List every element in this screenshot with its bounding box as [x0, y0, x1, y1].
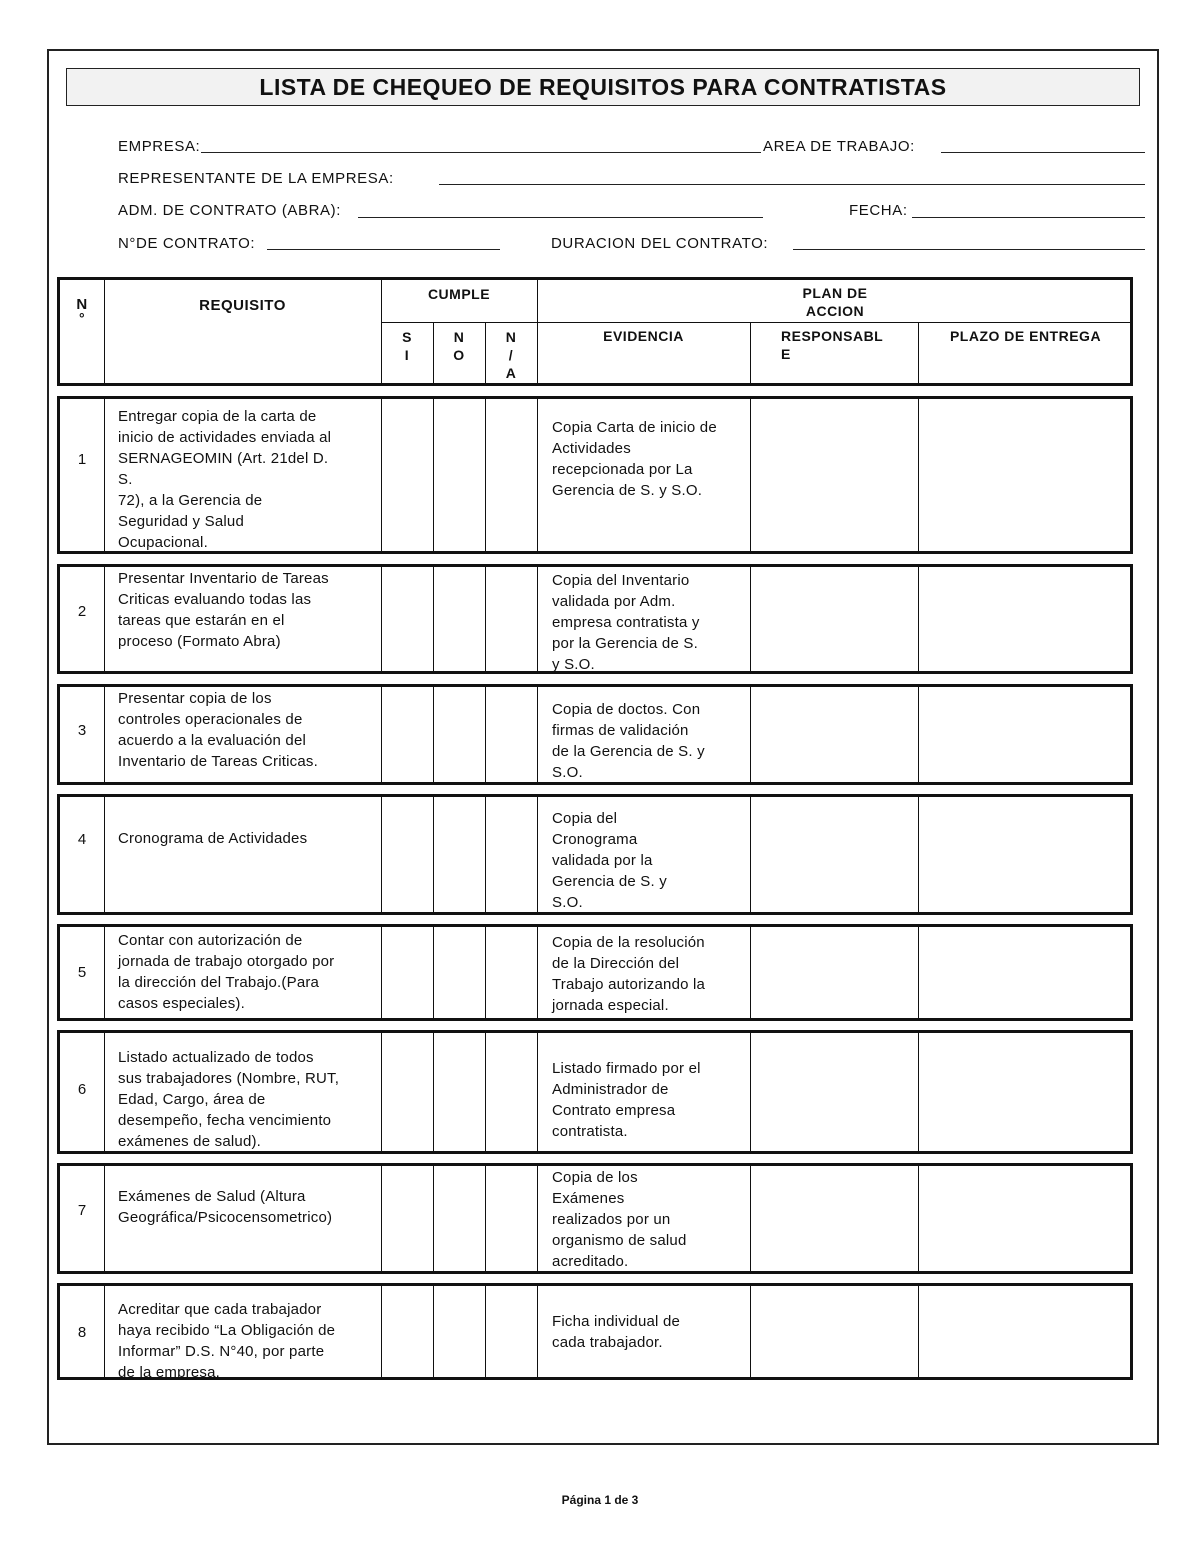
column-divider — [104, 567, 105, 671]
row-number: 6 — [77, 1081, 87, 1098]
no-checkbox[interactable] — [434, 399, 484, 551]
representante-field[interactable] — [439, 184, 1145, 185]
requisito-line: Presentar Inventario de Tareas — [118, 570, 329, 587]
si-checkbox[interactable] — [382, 567, 432, 671]
requisito-line: Inventario de Tareas Criticas. — [118, 753, 318, 770]
column-divider — [104, 399, 105, 551]
requisito-line: desempeño, fecha vencimiento — [118, 1112, 332, 1129]
responsable-cell[interactable] — [751, 1166, 917, 1271]
duracion-label: DURACION DEL CONTRATO: — [551, 235, 769, 252]
header-si-s: S — [402, 329, 412, 345]
column-divider — [537, 1286, 538, 1377]
requisito-line: controles operacionales de — [118, 711, 303, 728]
area-field[interactable] — [941, 152, 1145, 153]
evidencia-text — [552, 808, 748, 913]
column-divider — [537, 927, 538, 1018]
responsable-cell[interactable] — [751, 1286, 917, 1377]
responsable-cell[interactable] — [751, 797, 917, 912]
area-label: AREA DE TRABAJO: — [763, 138, 915, 155]
responsable-cell[interactable] — [751, 399, 917, 551]
evidencia-line: Copia de la resolución — [552, 934, 705, 951]
no-checkbox[interactable] — [434, 1033, 484, 1151]
na-checkbox[interactable] — [486, 1166, 536, 1271]
header-plazo: PLAZO DE ENTREGA — [949, 328, 1102, 344]
na-checkbox[interactable] — [486, 687, 536, 782]
responsable-cell[interactable] — [751, 567, 917, 671]
requisito-line: Presentar copia de los — [118, 690, 272, 707]
si-checkbox[interactable] — [382, 797, 432, 912]
requisito-line: Informar” D.S. N°40, por parte — [118, 1343, 325, 1360]
header-evidencia: EVIDENCIA — [603, 328, 684, 344]
evidencia-line: de la Gerencia de S. y — [552, 743, 705, 760]
evidencia-text — [552, 699, 748, 783]
no-checkbox[interactable] — [434, 567, 484, 671]
evidencia-line: Trabajo autorizando la — [552, 976, 706, 993]
evidencia-line: de la Dirección del — [552, 955, 680, 972]
fecha-label: FECHA: — [849, 202, 908, 219]
column-divider — [104, 687, 105, 782]
plazo-cell[interactable] — [919, 797, 1132, 912]
n-contrato-field[interactable] — [267, 249, 500, 250]
header-no-n: N — [453, 329, 465, 345]
requisito-line: Seguridad y Salud — [118, 513, 244, 530]
row-number: 3 — [77, 722, 87, 739]
evidencia-text — [552, 1058, 748, 1142]
plazo-cell[interactable] — [919, 1286, 1132, 1377]
evidencia-line: S.O. — [552, 764, 583, 781]
column-divider — [104, 1033, 105, 1151]
requisito-line: Criticas evaluando todas las — [118, 591, 312, 608]
requisito-line: SERNAGEOMIN (Art. 21del D. — [118, 450, 329, 467]
fecha-field[interactable] — [912, 217, 1145, 218]
table-row — [57, 684, 1133, 785]
requisito-line: Listado actualizado de todos — [118, 1049, 314, 1066]
adm-contrato-field[interactable] — [358, 217, 763, 218]
evidencia-line: Copia del — [552, 810, 618, 827]
row-number: 4 — [77, 831, 87, 848]
evidencia-line: S.O. — [552, 894, 583, 911]
row-number: 8 — [77, 1324, 87, 1341]
evidencia-line: jornada especial. — [552, 997, 669, 1014]
requisito-line: Cronograma de Actividades — [118, 830, 308, 847]
header-requisito: REQUISITO — [199, 297, 286, 314]
row-number: 5 — [77, 964, 87, 981]
header-cumple: CUMPLE — [427, 286, 491, 302]
header-no-o: O — [453, 347, 465, 363]
header-na-slash: / — [508, 347, 514, 363]
requisito-text — [118, 1186, 380, 1228]
requisito-line: Acreditar que cada trabajador — [118, 1301, 322, 1318]
requisito-line: 72), a la Gerencia de — [118, 492, 263, 509]
si-checkbox[interactable] — [382, 1286, 432, 1377]
evidencia-line: Cronograma — [552, 831, 638, 848]
header-no-degree: ° — [78, 310, 86, 326]
row-number: 7 — [77, 1202, 87, 1219]
requisito-line: acuerdo a la evaluación del — [118, 732, 307, 749]
page-footer: Página 1 de 3 — [561, 1493, 639, 1507]
row-number: 2 — [77, 603, 87, 620]
evidencia-line: empresa contratista y — [552, 614, 700, 631]
header-no: N — [76, 296, 88, 313]
column-divider — [104, 927, 105, 1018]
plazo-cell[interactable] — [919, 567, 1132, 671]
no-checkbox[interactable] — [434, 1166, 484, 1271]
evidencia-text — [552, 570, 748, 675]
requisito-text — [118, 688, 380, 772]
evidencia-line: Administrador de — [552, 1081, 669, 1098]
na-checkbox[interactable] — [486, 567, 536, 671]
column-divider — [104, 1166, 105, 1271]
no-checkbox[interactable] — [434, 1286, 484, 1377]
requisito-text — [118, 1299, 380, 1383]
evidencia-line: Ficha individual de — [552, 1313, 681, 1330]
na-checkbox[interactable] — [486, 1286, 536, 1377]
requisito-text — [118, 828, 380, 849]
no-checkbox[interactable] — [434, 687, 484, 782]
column-divider — [537, 1033, 538, 1151]
evidencia-line: Copia Carta de inicio de — [552, 419, 717, 436]
header-si-i: I — [404, 347, 410, 363]
evidencia-line: Exámenes — [552, 1190, 625, 1207]
requisito-line: proceso (Formato Abra) — [118, 633, 281, 650]
requisito-line: Entregar copia de la carta de — [118, 408, 317, 425]
requisito-line: S. — [118, 471, 133, 488]
evidencia-line: realizados por un — [552, 1211, 671, 1228]
column-divider — [537, 797, 538, 912]
evidencia-line: organismo de salud — [552, 1232, 687, 1249]
requisito-line: la dirección del Trabajo.(Para — [118, 974, 320, 991]
column-divider — [537, 1166, 538, 1271]
evidencia-line: Actividades — [552, 440, 631, 457]
evidencia-line: Gerencia de S. y — [552, 873, 667, 890]
evidencia-line: acreditado. — [552, 1253, 629, 1270]
requisito-line: Ocupacional. — [118, 534, 208, 551]
column-divider — [104, 797, 105, 912]
si-checkbox[interactable] — [382, 1166, 432, 1271]
no-checkbox[interactable] — [434, 797, 484, 912]
header-na-a: A — [505, 365, 517, 381]
requisito-line: casos especiales). — [118, 995, 245, 1012]
header-responsable-line1: RESPONSABL — [781, 328, 884, 344]
na-checkbox[interactable] — [486, 927, 536, 1018]
plazo-cell[interactable] — [919, 1166, 1132, 1271]
evidencia-line: por la Gerencia de S. — [552, 635, 698, 652]
evidencia-line: Gerencia de S. y S.O. — [552, 482, 703, 499]
evidencia-line: contratista. — [552, 1123, 628, 1140]
evidencia-line: Contrato empresa — [552, 1102, 676, 1119]
table-row — [57, 924, 1133, 1021]
na-checkbox[interactable] — [486, 1033, 536, 1151]
requisito-line: Contar con autorización de — [118, 932, 303, 949]
responsable-cell[interactable] — [751, 687, 917, 782]
evidencia-line: validada por la — [552, 852, 653, 869]
column-divider — [537, 399, 538, 551]
plazo-cell[interactable] — [919, 1033, 1132, 1151]
empresa-field[interactable] — [201, 152, 761, 153]
evidencia-text — [552, 1311, 748, 1353]
responsable-cell[interactable] — [751, 1033, 917, 1151]
header-plan-line1: PLAN DE — [802, 285, 868, 301]
na-checkbox[interactable] — [486, 399, 536, 551]
si-checkbox[interactable] — [382, 1033, 432, 1151]
evidencia-text — [552, 417, 748, 501]
requisito-text — [118, 406, 380, 553]
requisito-line: Geográfica/Psicocensometrico) — [118, 1209, 333, 1226]
table-row — [57, 794, 1133, 915]
si-checkbox[interactable] — [382, 927, 432, 1018]
adm-contrato-label: ADM. DE CONTRATO (ABRA): — [118, 202, 342, 219]
table-row — [57, 1163, 1133, 1274]
requisito-line: inicio de actividades enviada al — [118, 429, 332, 446]
requisito-text — [118, 568, 380, 652]
evidencia-line: cada trabajador. — [552, 1334, 663, 1351]
requisito-line: haya recibido “La Obligación de — [118, 1322, 336, 1339]
requisito-text — [118, 930, 380, 1014]
table-row — [57, 396, 1133, 554]
table-header — [57, 277, 1133, 386]
row-number: 1 — [77, 451, 87, 468]
duracion-field[interactable] — [793, 249, 1145, 250]
table-row — [57, 1283, 1133, 1380]
header-na-n: N — [505, 329, 517, 345]
empresa-label: EMPRESA: — [118, 138, 201, 155]
page-title: LISTA DE CHEQUEO DE REQUISITOS PARA CONTRATISTAS — [66, 68, 1140, 106]
column-divider — [104, 1286, 105, 1377]
plazo-cell[interactable] — [919, 927, 1132, 1018]
plazo-cell[interactable] — [919, 399, 1132, 551]
plazo-cell[interactable] — [919, 687, 1132, 782]
no-checkbox[interactable] — [434, 927, 484, 1018]
table-row — [57, 564, 1133, 674]
n-contrato-label: N°DE CONTRATO: — [118, 235, 256, 252]
requisito-line: Exámenes de Salud (Altura — [118, 1188, 306, 1205]
header-responsable-line2: E — [781, 346, 791, 362]
table-row — [57, 1030, 1133, 1154]
si-checkbox[interactable] — [382, 687, 432, 782]
requisito-line: Edad, Cargo, área de — [118, 1091, 266, 1108]
column-divider — [537, 687, 538, 782]
header-plan-line2: ACCION — [805, 303, 865, 319]
representante-label: REPRESENTANTE DE LA EMPRESA: — [118, 170, 394, 187]
evidencia-line: Copia de doctos. Con — [552, 701, 701, 718]
requisito-text — [118, 1047, 380, 1152]
requisito-line: jornada de trabajo otorgado por — [118, 953, 335, 970]
evidencia-line: Copia de los — [552, 1169, 638, 1186]
evidencia-line: Listado firmado por el — [552, 1060, 701, 1077]
evidencia-line: recepcionada por La — [552, 461, 693, 478]
evidencia-line: Copia del Inventario — [552, 572, 690, 589]
requisito-line: exámenes de salud). — [118, 1133, 262, 1150]
responsable-cell[interactable] — [751, 927, 917, 1018]
requisito-line: tareas que estarán en el — [118, 612, 285, 629]
evidencia-line: firmas de validación — [552, 722, 689, 739]
evidencia-text — [552, 932, 748, 1016]
column-divider — [537, 567, 538, 671]
evidencia-text — [552, 1167, 748, 1272]
si-checkbox[interactable] — [382, 399, 432, 551]
evidencia-line: y S.O. — [552, 656, 595, 673]
na-checkbox[interactable] — [486, 797, 536, 912]
requisito-line: sus trabajadores (Nombre, RUT, — [118, 1070, 340, 1087]
evidencia-line: validada por Adm. — [552, 593, 676, 610]
requisito-line: de la empresa. — [118, 1364, 221, 1381]
